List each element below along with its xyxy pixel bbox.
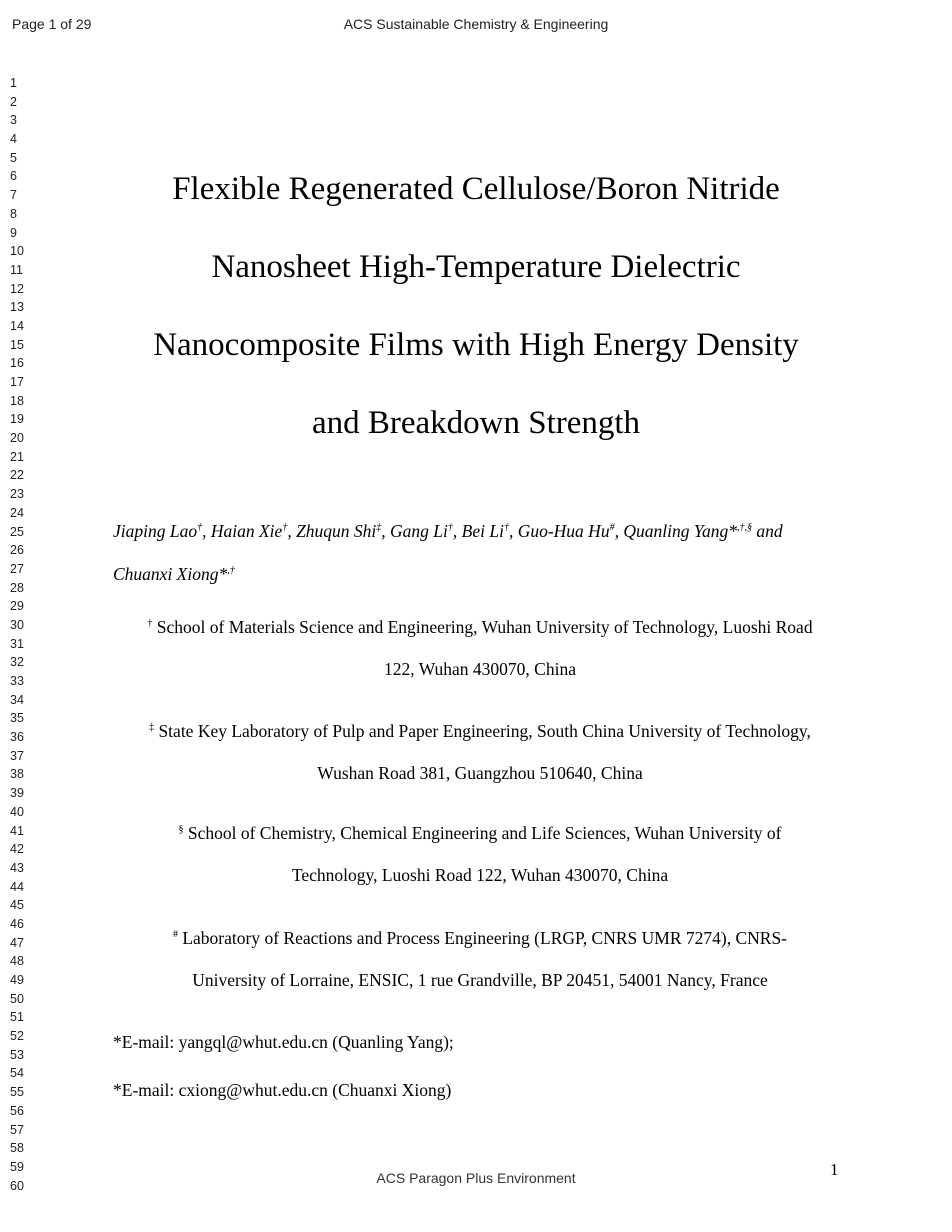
line-number: 20 <box>10 431 24 446</box>
author-name: Jiaping Lao <box>113 521 198 541</box>
line-number: 54 <box>10 1066 24 1081</box>
line-number: 28 <box>10 580 24 595</box>
author-name: Quanling Yang* <box>623 521 737 541</box>
author-affiliation-mark: † <box>282 522 288 534</box>
author-separator: , <box>287 521 297 541</box>
line-number: 30 <box>10 617 24 632</box>
title-line: Nanocomposite Films with High Energy Density <box>153 327 799 363</box>
author-name: Haian Xie <box>210 521 283 541</box>
affiliation-line: Laboratory of Reactions and Process Engineering (LRGP, CNRS UMR 7274), CNRS- <box>182 928 788 948</box>
affiliation <box>110 917 850 1001</box>
author-separator: , <box>508 521 518 541</box>
line-number: 36 <box>10 730 24 745</box>
line-number: 21 <box>10 449 24 464</box>
affiliation <box>110 710 850 794</box>
line-number: 57 <box>10 1122 24 1137</box>
line-number: 3 <box>10 113 17 128</box>
author-separator: and <box>751 521 783 541</box>
author-affiliation-mark: ‡ <box>376 522 382 534</box>
title-line: and Breakdown Strength <box>311 405 641 441</box>
line-number: 14 <box>10 318 24 333</box>
line-number: 6 <box>10 169 17 184</box>
author-affiliation-mark: ,†,§ <box>736 522 752 534</box>
author-separator: , <box>202 521 211 541</box>
line-number: 5 <box>10 150 17 165</box>
footer-text: ACS Paragon Plus Environment <box>376 1170 576 1186</box>
line-number: 58 <box>10 1141 24 1156</box>
line-number: 1 <box>10 76 17 90</box>
line-number: 40 <box>10 804 24 819</box>
line-number: 15 <box>10 337 24 352</box>
line-number: 43 <box>10 860 24 875</box>
line-number: 47 <box>10 935 24 950</box>
line-number: 50 <box>10 991 24 1006</box>
line-number: 46 <box>10 916 24 931</box>
line-number: 4 <box>10 132 17 147</box>
line-number: 19 <box>10 412 24 427</box>
line-number: 32 <box>10 655 24 670</box>
author-affiliation-mark: # <box>609 522 615 534</box>
affiliation-line: State Key Laboratory of Pulp and Paper Engineering, South China University of Technology, <box>158 721 811 741</box>
line-number: 27 <box>10 561 24 576</box>
affiliation-mark: # <box>172 929 178 941</box>
author-name: Gang Li <box>390 521 448 541</box>
author-separator: , <box>614 521 624 541</box>
line-number: 55 <box>10 1085 24 1100</box>
line-number: 31 <box>10 636 24 651</box>
line-number: 12 <box>10 281 24 296</box>
line-number: 11 <box>10 262 23 277</box>
author-affiliation-mark: † <box>197 522 203 534</box>
line-number: 8 <box>10 206 17 221</box>
line-number: 42 <box>10 842 24 857</box>
affiliation <box>110 812 850 896</box>
line-number: 37 <box>10 748 24 763</box>
affiliation-mark: ‡ <box>149 722 155 734</box>
line-number: 51 <box>10 1010 24 1025</box>
affiliation-mark: § <box>178 824 184 836</box>
affiliation-line: 122, Wuhan 430070, China <box>384 659 576 679</box>
line-number: 7 <box>10 188 17 203</box>
line-number: 13 <box>10 300 24 315</box>
author-name: Bei Li <box>461 521 504 541</box>
line-number: 49 <box>10 973 24 987</box>
line-number: 2 <box>10 94 17 109</box>
line-number: 18 <box>10 393 24 408</box>
affiliation-line: Wushan Road 381, Guangzhou 510640, China <box>317 763 643 783</box>
line-number: 48 <box>10 954 24 969</box>
paper-title <box>0 150 952 462</box>
line-number: 24 <box>10 505 24 520</box>
line-number: 22 <box>10 468 24 483</box>
line-number: 23 <box>10 487 24 502</box>
line-number: 17 <box>10 375 24 389</box>
line-number: 38 <box>10 767 24 782</box>
author-separator: , <box>381 521 391 541</box>
affiliation-line: University of Lorraine, ENSIC, 1 rue Grandville, BP 20451, 54001 Nancy, France <box>192 970 768 990</box>
line-number: 29 <box>10 599 24 614</box>
author-name: Chuanxi Xiong* <box>113 564 228 584</box>
affiliation-line: Technology, Luoshi Road 122, Wuhan 430070, China <box>291 865 669 885</box>
line-number: 25 <box>10 524 24 539</box>
author-name: Zhuqun Shi <box>296 521 377 541</box>
author-separator: , <box>452 521 462 541</box>
author-affiliation-mark: † <box>447 522 453 534</box>
title-line: Flexible Regenerated Cellulose/Boron Nitride <box>172 171 780 207</box>
line-number: 33 <box>10 674 24 688</box>
affiliation-line: School of Materials Science and Engineering, Wuhan University of Technology, Luoshi Road <box>156 617 813 637</box>
page-number: 1 <box>830 1160 839 1179</box>
line-number: 9 <box>10 225 17 240</box>
line-number: 10 <box>10 244 24 259</box>
line-number: 52 <box>10 1029 24 1044</box>
affiliation-mark: † <box>147 618 153 630</box>
line-number: 35 <box>10 711 24 726</box>
author-list <box>113 510 853 596</box>
author-affiliation-mark: † <box>503 522 509 534</box>
line-number: 16 <box>10 356 24 371</box>
line-number: 44 <box>10 879 24 894</box>
line-number: 60 <box>10 1178 24 1193</box>
title-line: Nanosheet High-Temperature Dielectric <box>211 249 741 285</box>
corresponding-email: *E-mail: cxiong@whut.edu.cn (Chuanxi Xiong) <box>113 1080 452 1100</box>
page-label: Page 1 of 29 <box>12 16 92 32</box>
line-number: 39 <box>10 786 24 801</box>
journal-name: ACS Sustainable Chemistry & Engineering <box>343 16 609 32</box>
corresponding-email: *E-mail: yangql@whut.edu.cn (Quanling Yang); <box>113 1032 454 1052</box>
line-number: 56 <box>10 1103 24 1118</box>
line-number: 45 <box>10 898 24 913</box>
author-affiliation-mark: ,† <box>227 565 235 577</box>
line-number: 53 <box>10 1047 24 1062</box>
affiliation-line: School of Chemistry, Chemical Engineering and Life Sciences, Wuhan University of <box>187 823 782 843</box>
line-number: 26 <box>10 543 24 558</box>
affiliation <box>110 606 850 690</box>
author-name: Guo-Hua Hu <box>517 521 610 541</box>
line-number: 59 <box>10 1159 24 1174</box>
line-number: 41 <box>10 823 24 838</box>
line-number: 34 <box>10 692 24 707</box>
